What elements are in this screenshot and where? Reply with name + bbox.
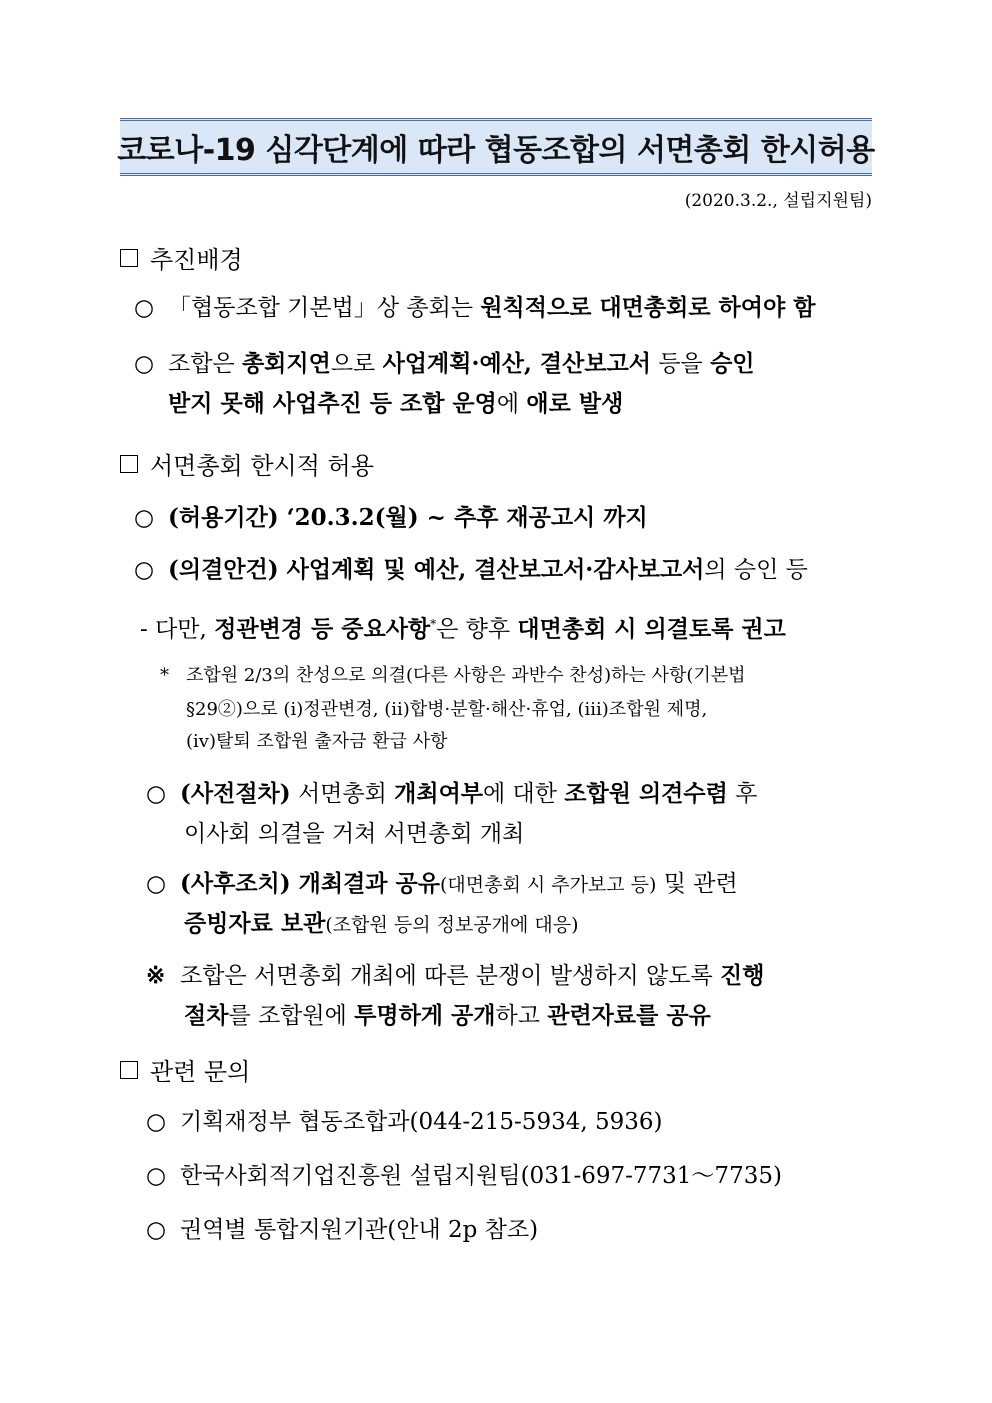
section-title: 서면총회 한시적 허용 xyxy=(150,452,374,480)
reference-mark-icon: ※ xyxy=(146,962,166,989)
footnote-continuation: §29②)으로 (i)정관변경, (ii)합병·분할·해산·휴업, (iii)조합원 제명, xyxy=(186,699,708,720)
list-item: ○ (사전절차) 서면총회 개최여부에 대한 조합원 의견수렴 후 xyxy=(146,774,757,814)
section-title: 관련 문의 xyxy=(150,1058,251,1086)
date-line: (2020.3.2., 설립지원팀) xyxy=(684,191,872,211)
checkbox-square-icon xyxy=(120,1061,138,1079)
list-item-continuation: 받지 못해 사업추진 등 조합 운영에 애로 발생 xyxy=(168,390,624,417)
list-item: ○ 「협동조합 기본법」상 총회는 원칙적으로 대면총회로 하여야 함 xyxy=(134,288,815,328)
contact-item: ○ 기획재정부 협동조합과(044-215-5934, 5936) xyxy=(146,1102,662,1142)
circle-bullet-icon: ○ xyxy=(146,1163,167,1189)
circle-bullet-icon: ○ xyxy=(146,1217,167,1243)
list-item: ○ (사후조치) 개최결과 공유(대면총회 시 추가보고 등) 및 관련 xyxy=(146,864,738,905)
list-item-continuation: 증빙자료 보관(조합원 등의 정보공개에 대응) xyxy=(184,910,579,937)
list-item-note: ※ 조합은 서면총회 개최에 따른 분쟁이 발생하지 않도록 진행 xyxy=(146,956,764,996)
circle-bullet-icon: ○ xyxy=(146,1109,167,1135)
circle-bullet-icon: ○ xyxy=(146,781,167,807)
list-item: ○ (허용기간) ‘20.3.2(월) ~ 추후 재공고시 까지 xyxy=(134,498,648,538)
list-item-sub: - 다만, 정관변경 등 중요사항*은 향후 대면총회 시 의결토록 권고 xyxy=(140,615,786,643)
section-heading-contact xyxy=(120,1052,250,1087)
circle-bullet-icon: ○ xyxy=(134,505,155,531)
list-item: ○ (의결안건) 사업계획 및 예산, 결산보고서·감사보고서의 승인 등 xyxy=(134,550,808,590)
contact-item: ○ 한국사회적기업진흥원 설립지원팀(031-697-7731～7735) xyxy=(146,1156,782,1196)
circle-bullet-icon: ○ xyxy=(134,557,155,583)
contact-item: ○ 권역별 통합지원기관(안내 2p 참조) xyxy=(146,1210,538,1250)
circle-bullet-icon: ○ xyxy=(134,351,155,377)
circle-bullet-icon: ○ xyxy=(146,871,167,897)
section-heading-plan xyxy=(120,446,374,481)
circle-bullet-icon: ○ xyxy=(134,295,155,321)
list-item-continuation: 이사회 의결을 거쳐 서면총회 개최 xyxy=(184,821,525,847)
page-title: 코로나-19 심각단계에 따라 협동조합의 서면총회 한시허용 xyxy=(117,133,875,168)
checkbox-square-icon xyxy=(120,455,138,473)
section-title: 추진배경 xyxy=(150,246,243,274)
title-banner xyxy=(117,118,875,176)
list-item-continuation: 절차를 조합원에 투명하게 공개하고 관련자료를 공유 xyxy=(184,1002,711,1029)
footnote: * 조합원 2/3의 찬성으로 의결(다른 사항은 과반수 찬성)하는 사항(기본법 xyxy=(160,665,746,686)
checkbox-square-icon xyxy=(120,249,138,267)
list-item: ○ 조합은 총회지연으로 사업계획·예산, 결산보고서 등을 승인 xyxy=(134,344,755,384)
footnote-continuation: (iv)탈퇴 조합원 출자금 환급 사항 xyxy=(186,731,448,752)
section-heading-background xyxy=(120,240,243,275)
